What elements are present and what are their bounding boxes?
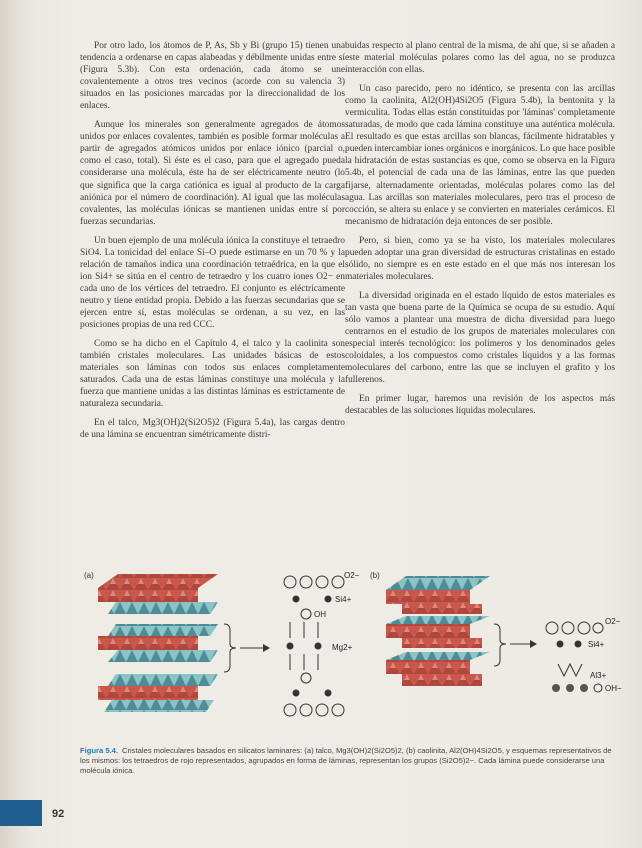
paragraph: La diversidad originada en el estado líquido de estos materiales es tan vasta que buena parte de la Química se ocupa de su estudio. Aquí sólo vamos a plantear una muestra de dicha diversidad para luego centrarnos en el estudio de los grupos de materiales moleculares con especial interés tecnológico: los polímeros y los denominados geles coloidales, a los compuestos como cristales líquidos y a las formas moleculares del carbono, entre las que se incluyen el grafito y los fullerenos. [345,290,615,386]
caption-label: Figura 5.4. [80,746,118,755]
talc-layer [98,674,218,712]
ion-label: OH [314,610,326,619]
ion-label: O2− [344,571,360,580]
paragraph: Un buen ejemplo de una molécula iónica la constituye el tetraedro SiO4. La tonicidad del enlace Si–O puede estimarse en un 70 % y la relación de tamaños indica una coordinación tetraédrica, en la que el ion Si4+ se sitúa en el centro de tetraedro y los cuatro iones O2− en cada uno de los vértices del tetraedro. El conjunto es eléctricamente neutro y tiene entidad propia. Debido a las fuerzas secundarias que se ejercen entre sí, estas moléculas se ordenan, a su vez, en las posiciones propias de una red CCC. [80,235,345,331]
ion-label: Mg2+ [332,643,353,652]
kaolinite-layer [386,652,490,686]
figure-caption [80,746,620,776]
ion-label: Si4+ [335,595,352,604]
page-edge-tab [0,800,42,826]
talc-layer [98,624,218,662]
paragraph: Pero, si bien, como ya se ha visto, los materiales moleculares pueden adoptar una gran diversidad de estructuras cristalinas en estado sólido, no siempre es en este estado en el que más nos interesan los materiales moleculares. [345,235,615,282]
paragraph: Un caso parecido, pero no idéntico, se presenta con las arcillas como la caolinita, Al2(OH)4Si2O5 (Figura 5.4b), la bentonita y la vermiculita. Todas ellas están constituidas por 'láminas' completamente saturadas, de modo que cada lámina constituye una auténtica molécula. El resultado es que estas arcillas son blancas, fácilmente hidratables y pueden intercambiar iones orgánicos e inorgánicos. Lo que hace posible la hidratación de estas sustancias es que, como se observa en la Figura 5.4b, el potencial de cada una de las láminas, entre las que pueden fijarse, alternadamente orientadas, moléculas polares como las del agua. Las arcillas son materiales moleculares, pero tras el proceso de cocción, se altera su enlace y se convierten en materiales cerámicos. El mecanismo de hidratación deja entonces de ser posible. [345,84,615,227]
talc-schematic [284,571,360,716]
figure-5-4 [78,566,623,741]
ion-label: Si4+ [588,640,605,649]
kaolinite-schematic [546,617,622,693]
panel-a-label: (a) [84,571,94,580]
paragraph: Por otro lado, los átomos de P, As, Sb y Bi (grupo 15) tienen una tendencia a ordenarse en capas alabeadas y débilmente unidas entre sí (Figura 5.3b). Con esta ordenación, cada átomo se une covalentemente a otros tres vecinos (acorde con su valencia 3) situados en las posiciones marcadas por la direccionalidad de los enlaces. [80,41,345,112]
talc-layer-stack [98,574,218,712]
page-number: 92 [52,808,65,820]
caption-text: Cristales moleculares basados en silicatos laminares: (a) talco, Mg3(OH)2(Si2O5)2, (b) caolinita, Al2(OH)4Si2O5, y esquemas representativos de los mismos: los tetraedros de rojo representados, agrupados en forma de láminas, representan los grupos (Si2O5)2−. Cada lámina puede considerarse una molécula iónica. [80,746,612,775]
talc-layer [98,574,218,614]
panel-b-label: (b) [370,571,380,580]
ion-label: Al3+ [590,671,607,680]
paragraph: Como se ha dicho en el Capítulo 4, el talco y la caolinita son también cristales moleculares. Las unidades básicas de estos materiales son láminas con todos sus enlaces completamente saturados. Cada una de estas láminas constituye una molécula y la fuerza que mantiene unidas a las distintas láminas es estrictamente de naturaleza secundaria. [80,339,345,410]
left-text-column [80,40,345,448]
kaolinite-layer [386,616,490,648]
kaolinite-layer-stack [386,576,490,686]
paragraph: Aunque los minerales son generalmente agregados de átomos unidos por enlaces covalentes, también es posible formar moléculas a partir de agregados atómicos unidos por enlace iónico (parcial o, como el caso, total). Si éste es el caso, para que el agregado pueda considerarse una molécula, éste ha de ser eléctricamente neutro (lo que significa que la carga catiónica es igual al producto de la carga aniónica por el número de coordinación). Al igual que las moléculas covalentes, las moléculas iónicas se mantienen unidas entre sí por fuerzas secundarias. [80,120,345,227]
figure-illustration [78,566,623,741]
ion-label: O2− [605,617,621,626]
kaolinite-layer [386,576,490,614]
paragraph: En el talco, Mg3(OH)2(Si2O5)2 (Figura 5.4a), las cargas dentro de una lámina se encuentran simétricamente distri- [80,418,345,441]
paragraph: En primer lugar, haremos una revisión de los aspectos más destacables de las soluciones líquidas moleculares. [345,394,615,417]
ion-label: OH− [605,684,622,693]
paragraph: buidas respecto al plano central de la misma, de ahí que, si se añaden a este material moléculas polares como las del agua, no se produzca interacción con ellas. [345,41,615,76]
arrow-head [530,640,537,648]
arrow-head [263,644,270,652]
right-text-column [345,40,615,424]
